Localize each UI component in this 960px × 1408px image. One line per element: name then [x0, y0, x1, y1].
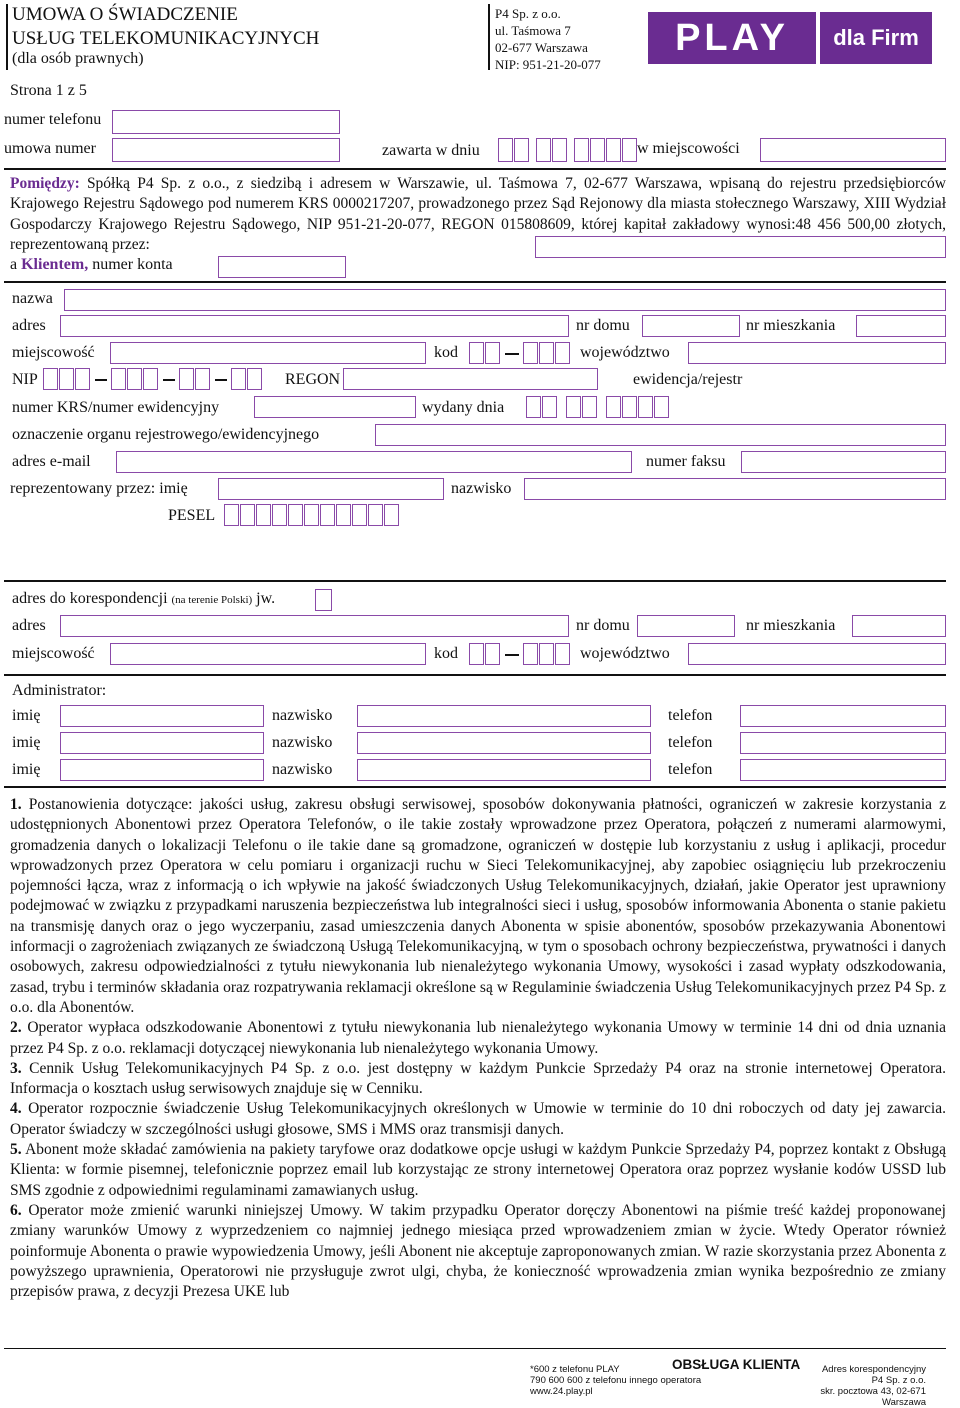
footer-right-line: skr. pocztowa 43, 02-671 Warszawa — [820, 1386, 926, 1408]
pesel-digit-box[interactable] — [288, 504, 303, 526]
term-number: 3. — [10, 1059, 22, 1077]
client-divider — [4, 281, 946, 283]
pesel-digit-box[interactable] — [384, 504, 399, 526]
correspondence-note: (na terenie Polski) — [171, 594, 253, 606]
admin-first-label: imię — [12, 761, 41, 778]
terms-divider — [4, 786, 946, 788]
client-flat-field[interactable] — [856, 315, 946, 337]
organ-label: oznaczenie organu rejestrowego/ewidencyjnego — [12, 426, 320, 443]
client-postcode-digit-box[interactable] — [555, 342, 570, 364]
client-intro — [10, 256, 173, 274]
contract-place-field[interactable] — [760, 138, 946, 162]
admin-last-label: nazwisko — [272, 707, 333, 724]
admin-first-field[interactable] — [60, 759, 264, 781]
contract-date-digit-box[interactable] — [606, 138, 621, 162]
nip-label: NIP — [12, 371, 38, 388]
term-paragraph — [10, 1099, 946, 1140]
footer-right-line: Adres korespondencyjny — [821, 1364, 926, 1375]
admin-phone-label: telefon — [668, 734, 713, 751]
issued-date-digit-box[interactable] — [526, 396, 541, 418]
admin-phone-field[interactable] — [740, 732, 946, 754]
company-address — [495, 5, 601, 73]
company-line: ul. Taśmowa 7 — [495, 23, 571, 38]
correspondence-same: jw. — [256, 590, 276, 607]
corr-postcode-digit-box[interactable] — [555, 643, 570, 665]
pesel-digit-box[interactable] — [320, 504, 335, 526]
term-text: Postanowienia dotyczące: jakości usług, zakresu obsługi serwisowej, sposobów dokonywania płatności, ograniczeń w zakresie korzystania z udostępnionych Abonentowi przez Operatora Telefonów, o ile takie zostały wprowadzone przez Operatora, połączeń z numerami alarmowymi, gromadzenia danych o lokalizacji Telefonu o ile takie dane są gromadzone, ograniczeń w dostępie lub korzystaniu z usług i aplikacji, procedur wprowadzonych przez Operatora w celu pomiaru i organizacji ruchu w Sieci Telekomunikacyjnej, aby zapobiec osiągnięciu lub przekroczeniu pojemności łącza, wraz z informacją o ich wpływie na jakość świadczonych Usług Telekomunikacyjnych, działań, jakie Operator jest uprawniony podejmować w związku z przypadkami naruszenia bezpieczeństwa lub integralności sieci i usług, sposobów informowania Abonenta o stanie pakietu na transmisję danych oraz o jego wyczerpaniu, zasad umieszczenia danych Abonenta w spisie abonentów, sposobów przekazywania Abonentowi informacji o zagrożeniach związanych ze świadczoną Usługą Telekomunikacyjną, w tym o sposobach ochrony bezpieczeństwa, prywatności i danych osobowych, zakresu odpowiedzialności z tytułu niewykonania lub nienależytego wykonania Umowy, wysokości i zasad wypłaty odszkodowania, zasad, trybu i terminów składania oraz rozpatrywania reklamacji określone są w Regulaminie świadczenia Usług Telekomunikacyjnych przez P4 Sp. z o.o. dla Abonentów. — [10, 796, 946, 1016]
nip-digit-box[interactable] — [247, 368, 262, 390]
nip-digit-box[interactable] — [75, 368, 90, 390]
play-logo — [648, 12, 816, 64]
corr-city-label: miejscowość — [12, 645, 95, 662]
client-bold: Klientem, — [21, 256, 89, 273]
issued-date-digit-box[interactable] — [654, 396, 669, 418]
nip-digit-box[interactable] — [127, 368, 142, 390]
issued-date-digit-box[interactable] — [638, 396, 653, 418]
contract-number-field[interactable] — [112, 138, 340, 162]
client-city-field[interactable] — [110, 342, 426, 364]
admin-last-label: nazwisko — [272, 761, 333, 778]
nip-separator — [95, 379, 107, 381]
correspondence-label — [12, 590, 275, 608]
nip-separator — [163, 379, 175, 381]
form-subtitle: (dla osób prawnych) — [12, 50, 144, 67]
term-text: Abonent może składać zamówienia na pakiety taryfowe oraz dodatkowe opcje usługi w każdym Punkcie Sprzedaży P4, poprzez kontakt z Obsługą Klienta: w formie pisemnej, telefonicznie poprzez email lub korzystając ze strony internetowej Operatora oraz poprzez wysłanie kodów USSD lub SMS zgodnie z odpowiednimi regulaminami zamawianych usług. — [10, 1141, 946, 1199]
footer-divider — [4, 1348, 946, 1349]
contract-date-digit-box[interactable] — [552, 138, 567, 162]
admin-last-field[interactable] — [357, 759, 651, 781]
dla-firm-badge — [820, 12, 932, 64]
regon-label: REGON — [285, 371, 341, 388]
fax-field[interactable] — [741, 451, 946, 473]
header-left-rule — [6, 4, 8, 70]
contract-number-label: umowa numer — [4, 140, 96, 157]
nip-digit-box[interactable] — [59, 368, 74, 390]
regon-field[interactable] — [343, 368, 598, 390]
term-number: 4. — [10, 1100, 22, 1118]
issued-date-digit-box[interactable] — [542, 396, 557, 418]
footer-right — [796, 1364, 926, 1408]
rep-last-label: nazwisko — [451, 480, 512, 497]
footer-left-line: www.24.play.pl — [530, 1386, 593, 1397]
company-line: P4 Sp. z o.o. — [495, 6, 561, 21]
corr-flat-label: nr mieszkania — [746, 617, 836, 634]
footer-left-line: 790 600 600 z telefonu innego operatora — [530, 1375, 702, 1386]
krs-label: numer KRS/numer ewidencyjny — [12, 399, 220, 416]
client-voivodeship-field[interactable] — [688, 342, 946, 364]
email-field[interactable] — [116, 451, 632, 473]
term-paragraph — [10, 795, 946, 1018]
issued-date-digit-box[interactable] — [606, 396, 621, 418]
contract-place-label: w miejscowości — [637, 140, 740, 157]
pesel-digit-box[interactable] — [240, 504, 255, 526]
intro-between: Pomiędzy: — [10, 175, 80, 192]
term-number: 6. — [10, 1201, 22, 1219]
correspondence-divider — [4, 580, 946, 582]
corr-address-label: adres — [12, 617, 46, 634]
page-info: Strona 1 z 5 — [10, 82, 87, 99]
term-text: Operator rozpocznie świadczenie Usług Telekomunikacyjnych określonych w Umowie w terminie do 10 dni roboczych od daty jej zawarcia. Operator świadczy w szczególności usługi głosowe, SMS i MMS oraz transmisji danych. — [10, 1100, 946, 1138]
admin-first-label: imię — [12, 734, 41, 751]
client-city-label: miejscowość — [12, 344, 95, 361]
admin-phone-field[interactable] — [740, 759, 946, 781]
phone-label: numer telefonu — [4, 111, 102, 128]
term-text: Operator wypłaca odszkodowanie Abonentowi z tytułu niewykonania lub nienależytego wykonania Umowy w terminie 14 dni od dnia uznania przez P4 Sp. z o.o. reklamacji dotyczącej niewykonania lub nienależytego wykonania Umowy. — [10, 1019, 946, 1057]
corr-postcode-digit-box[interactable] — [485, 643, 500, 665]
account-number-field[interactable] — [218, 256, 346, 278]
admin-phone-label: telefon — [668, 761, 713, 778]
client-voivodeship-label: województwo — [580, 344, 670, 361]
term-text: Operator może zmienić warunki niniejszej Umowy. W takim przypadku Operator doręczy Abonentowi na piśmie treść każdej proponowanej zmiany warunków Umowy z wyprzedzeniem co najmniej jednego miesiąca przed wprowadzeniem zmian w życie. Wtedy Operator również poinformuje Abonenta o prawie wypowiedzenia Umowy, jeśli Abonent nie akceptuje zaproponowanych zmian. W razie skorzystania przez Abonenta z powyższego uprawnienia, Operatorowi nie przysługuje zwrot ulgi, chyba, że konieczność wprowadzenia zmian wynika bezpośrednio ze zmiany przepisów prawa, z decyzji Prezesa UKE lub — [10, 1201, 946, 1301]
term-paragraph — [10, 1140, 946, 1201]
client-flat-label: nr mieszkania — [746, 317, 836, 334]
client-postcode-digit-box[interactable] — [485, 342, 500, 364]
top-divider — [4, 168, 946, 170]
nip-digit-box[interactable] — [143, 368, 158, 390]
footer-center: OBSŁUGA KLIENTA — [672, 1357, 801, 1372]
corr-postcode-digit-box[interactable] — [523, 643, 538, 665]
client-house-field[interactable] — [642, 315, 740, 337]
admin-first-field[interactable] — [60, 705, 264, 727]
issued-date-digit-box[interactable] — [566, 396, 581, 418]
organ-field[interactable] — [375, 424, 946, 446]
nip-digit-box[interactable] — [195, 368, 210, 390]
contract-date-digit-box[interactable] — [574, 138, 589, 162]
corr-voivodeship-field[interactable] — [688, 643, 946, 665]
company-rule — [488, 4, 490, 70]
corr-postcode-digit-box[interactable] — [539, 643, 554, 665]
client-house-label: nr domu — [576, 317, 630, 334]
representative-field[interactable] — [535, 236, 946, 258]
nip-digit-box[interactable] — [111, 368, 126, 390]
issued-date-label: wydany dnia — [422, 399, 505, 416]
client-postcode-label: kod — [434, 344, 458, 361]
term-number: 1. — [10, 796, 22, 813]
issued-date-digit-box[interactable] — [622, 396, 637, 418]
corr-postcode-label: kod — [434, 645, 458, 662]
client-postcode-separator — [505, 353, 519, 355]
corr-postcode-separator — [505, 654, 519, 656]
pesel-digit-box[interactable] — [272, 504, 287, 526]
client-postcode-digit-box[interactable] — [539, 342, 554, 364]
contract-date-label: zawarta w dniu — [382, 142, 480, 159]
term-number: 2. — [10, 1019, 22, 1037]
term-paragraph — [10, 1018, 946, 1059]
corr-house-label: nr domu — [576, 617, 630, 634]
contract-date-digit-box[interactable] — [514, 138, 529, 162]
client-name-field[interactable] — [64, 289, 946, 311]
pesel-digit-box[interactable] — [256, 504, 271, 526]
admin-phone-label: telefon — [668, 707, 713, 724]
corr-postcode-digit-box[interactable] — [469, 643, 484, 665]
nip-digit-box[interactable] — [43, 368, 58, 390]
dla-firm-text: dla Firm — [833, 25, 919, 50]
rep-first-field[interactable] — [218, 478, 444, 500]
contract-date-digit-box[interactable] — [590, 138, 605, 162]
term-number: 5. — [10, 1141, 22, 1159]
terms-section — [10, 795, 946, 1302]
admin-first-label: imię — [12, 707, 41, 724]
company-line: 02-677 Warszawa — [495, 40, 588, 55]
nip-digit-box[interactable] — [179, 368, 194, 390]
client-prefix: a — [10, 256, 22, 273]
pesel-digit-box[interactable] — [304, 504, 319, 526]
admin-divider — [4, 674, 946, 676]
krs-field[interactable] — [254, 396, 416, 418]
rep-last-field[interactable] — [524, 478, 946, 500]
nip-digit-box[interactable] — [231, 368, 246, 390]
client-postcode-digit-box[interactable] — [469, 342, 484, 364]
footer-right-line: P4 Sp. z o.o. — [871, 1375, 926, 1386]
term-paragraph — [10, 1059, 946, 1100]
correspondence-title: adres do korespondencji — [12, 590, 168, 607]
account-label: numer konta — [88, 256, 173, 273]
admin-title: Administrator: — [12, 682, 107, 699]
company-line: NIP: 951-21-20-077 — [495, 57, 601, 72]
admin-phone-field[interactable] — [740, 705, 946, 727]
term-text: Cennik Usług Telekomunikacyjnych P4 Sp. z o.o. jest dostępny w każdym Punkcie Sprzedaży P4 oraz na stronie internetowej Operatora. Informacja o kosztach usług serwisowych znajduje się w Cenniku. — [10, 1059, 946, 1098]
form-title-line1: UMOWA O ŚWIADCZENIE — [12, 4, 238, 25]
corr-address-field[interactable] — [60, 615, 569, 637]
pesel-digit-box[interactable] — [352, 504, 367, 526]
form-title-line2: USŁUG TELEKOMUNIKACYJNYCH — [12, 28, 320, 49]
pesel-digit-box[interactable] — [224, 504, 239, 526]
admin-first-field[interactable] — [60, 732, 264, 754]
contract-date-digit-box[interactable] — [622, 138, 637, 162]
registry-label: ewidencja/rejestr — [633, 371, 743, 388]
same-address-checkbox[interactable] — [315, 589, 332, 611]
footer-left-line: *600 z telefonu PLAY — [530, 1364, 620, 1375]
pesel-digit-box[interactable] — [336, 504, 351, 526]
issued-date-digit-box[interactable] — [582, 396, 597, 418]
client-address-label: adres — [12, 317, 46, 334]
contract-date-digit-box[interactable] — [536, 138, 551, 162]
corr-voivodeship-label: województwo — [580, 645, 670, 662]
email-label: adres e-mail — [12, 453, 91, 470]
term-paragraph — [10, 1201, 946, 1302]
play-logo-text: PLAY — [675, 17, 789, 59]
admin-last-field[interactable] — [357, 732, 651, 754]
intro-text: Spółką P4 Sp. z o.o., z siedzibą i adresem w Warszawie, ul. Taśmowa 7, 02-677 Warszawa, wpisaną do rejestru przedsiębiorców Krajowego Rejestru Sądowego pod numerem KRS 0000217207, prowadzonego przez Sąd Rejonowy dla miasta stołecznego Warszawy, XIII Wydział Gospodarczy Krajowego Rejestru Sądowego, NIP 951-21-20-077, REGON 015808609, której kapitał zakładowy wynosi:48 456 500,00 złotych, reprezentowaną przez: — [10, 175, 946, 253]
corr-house-field[interactable] — [637, 615, 735, 637]
admin-last-field[interactable] — [357, 705, 651, 727]
client-address-field[interactable] — [60, 315, 569, 337]
client-postcode-digit-box[interactable] — [523, 342, 538, 364]
corr-city-field[interactable] — [110, 643, 426, 665]
contract-date-digit-box[interactable] — [498, 138, 513, 162]
corr-flat-field[interactable] — [852, 615, 946, 637]
pesel-digit-box[interactable] — [368, 504, 383, 526]
nip-separator — [215, 379, 227, 381]
client-name-label: nazwa — [12, 290, 53, 307]
phone-field[interactable] — [112, 110, 340, 134]
pesel-label: PESEL — [168, 507, 216, 524]
fax-label: numer faksu — [646, 453, 726, 470]
admin-last-label: nazwisko — [272, 734, 333, 751]
rep-first-label: reprezentowany przez: imię — [10, 480, 188, 497]
